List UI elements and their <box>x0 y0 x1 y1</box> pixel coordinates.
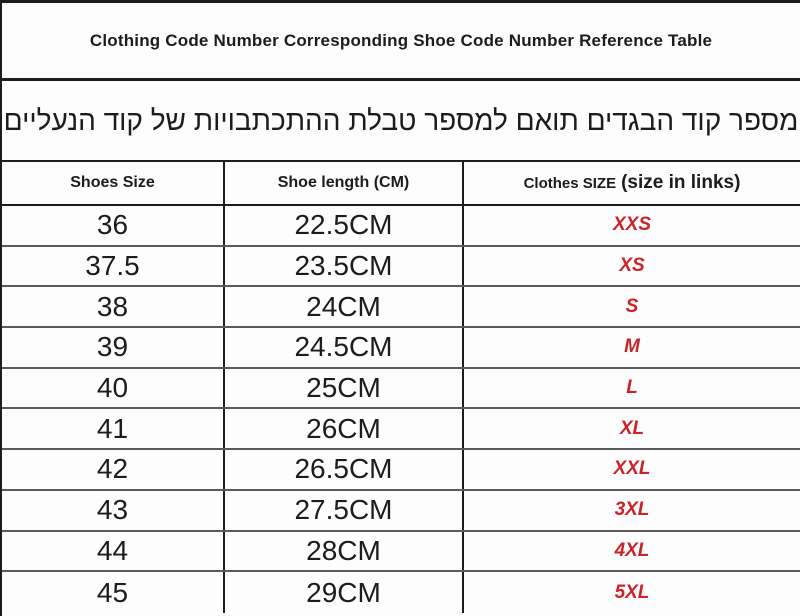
hebrew-subtitle-section <box>2 81 800 162</box>
shoe-length-cell: 29CM <box>225 572 464 613</box>
table-row <box>2 247 800 288</box>
clothes-size-cell: XXS <box>612 214 652 236</box>
clothes-size-cell: XXL <box>613 458 651 480</box>
table-row <box>2 409 800 450</box>
size-in-links-label: (size in links) <box>621 172 741 193</box>
size-table <box>2 162 800 613</box>
shoes-size-cell: 44 <box>2 532 225 571</box>
column-header-shoes-size: Shoes Size <box>2 162 225 204</box>
shoe-length-cell: 27.5CM <box>225 491 464 530</box>
page-title: Clothing Code Number Corresponding Shoe Code Number Reference Table <box>89 30 713 50</box>
table-header-row <box>2 162 800 206</box>
shoes-size-cell: 39 <box>2 328 225 367</box>
hebrew-subtitle: מספר קוד הבגדים תואם למספר טבלת ההתכתבויות של קוד הנעליים <box>3 104 799 136</box>
column-header-clothes-size <box>464 162 800 204</box>
shoes-size-cell: 41 <box>2 409 225 448</box>
table-row <box>2 287 800 328</box>
shoes-size-cell: 40 <box>2 369 225 408</box>
clothes-size-cell: S <box>625 295 639 317</box>
shoes-size-cell: 42 <box>2 450 225 489</box>
shoe-length-cell: 25CM <box>225 369 464 408</box>
shoes-size-cell: 36 <box>2 206 225 245</box>
clothes-size-cell: 3XL <box>614 499 650 521</box>
shoe-length-cell: 23.5CM <box>225 247 464 286</box>
clothes-size-cell: XL <box>619 417 645 439</box>
column-header-shoe-length: Shoe length (CM) <box>225 162 464 204</box>
table-row <box>2 206 800 247</box>
clothes-size-cell: 5XL <box>614 581 650 603</box>
shoes-size-cell: 38 <box>2 287 225 326</box>
shoe-length-cell: 24CM <box>225 287 464 326</box>
clothes-size-cell: M <box>624 336 640 358</box>
clothes-size-label: Clothes SIZE <box>523 174 617 192</box>
shoes-size-cell: 45 <box>2 572 225 613</box>
clothes-size-cell: XS <box>619 255 645 277</box>
title-section <box>2 3 800 81</box>
shoe-length-cell: 22.5CM <box>225 206 464 245</box>
shoes-size-cell: 37.5 <box>2 247 225 286</box>
shoe-length-cell: 24.5CM <box>225 328 464 367</box>
clothes-size-cell: 4XL <box>614 539 650 561</box>
clothes-size-cell: L <box>626 377 638 399</box>
table-row <box>2 491 800 532</box>
table-row <box>2 369 800 410</box>
shoe-length-cell: 26.5CM <box>225 450 464 489</box>
table-row <box>2 328 800 369</box>
shoe-length-cell: 28CM <box>225 532 464 571</box>
shoe-length-cell: 26CM <box>225 409 464 448</box>
table-row <box>2 532 800 573</box>
table-row <box>2 450 800 491</box>
table-row <box>2 572 800 613</box>
shoes-size-cell: 43 <box>2 491 225 530</box>
table-body <box>2 206 800 613</box>
